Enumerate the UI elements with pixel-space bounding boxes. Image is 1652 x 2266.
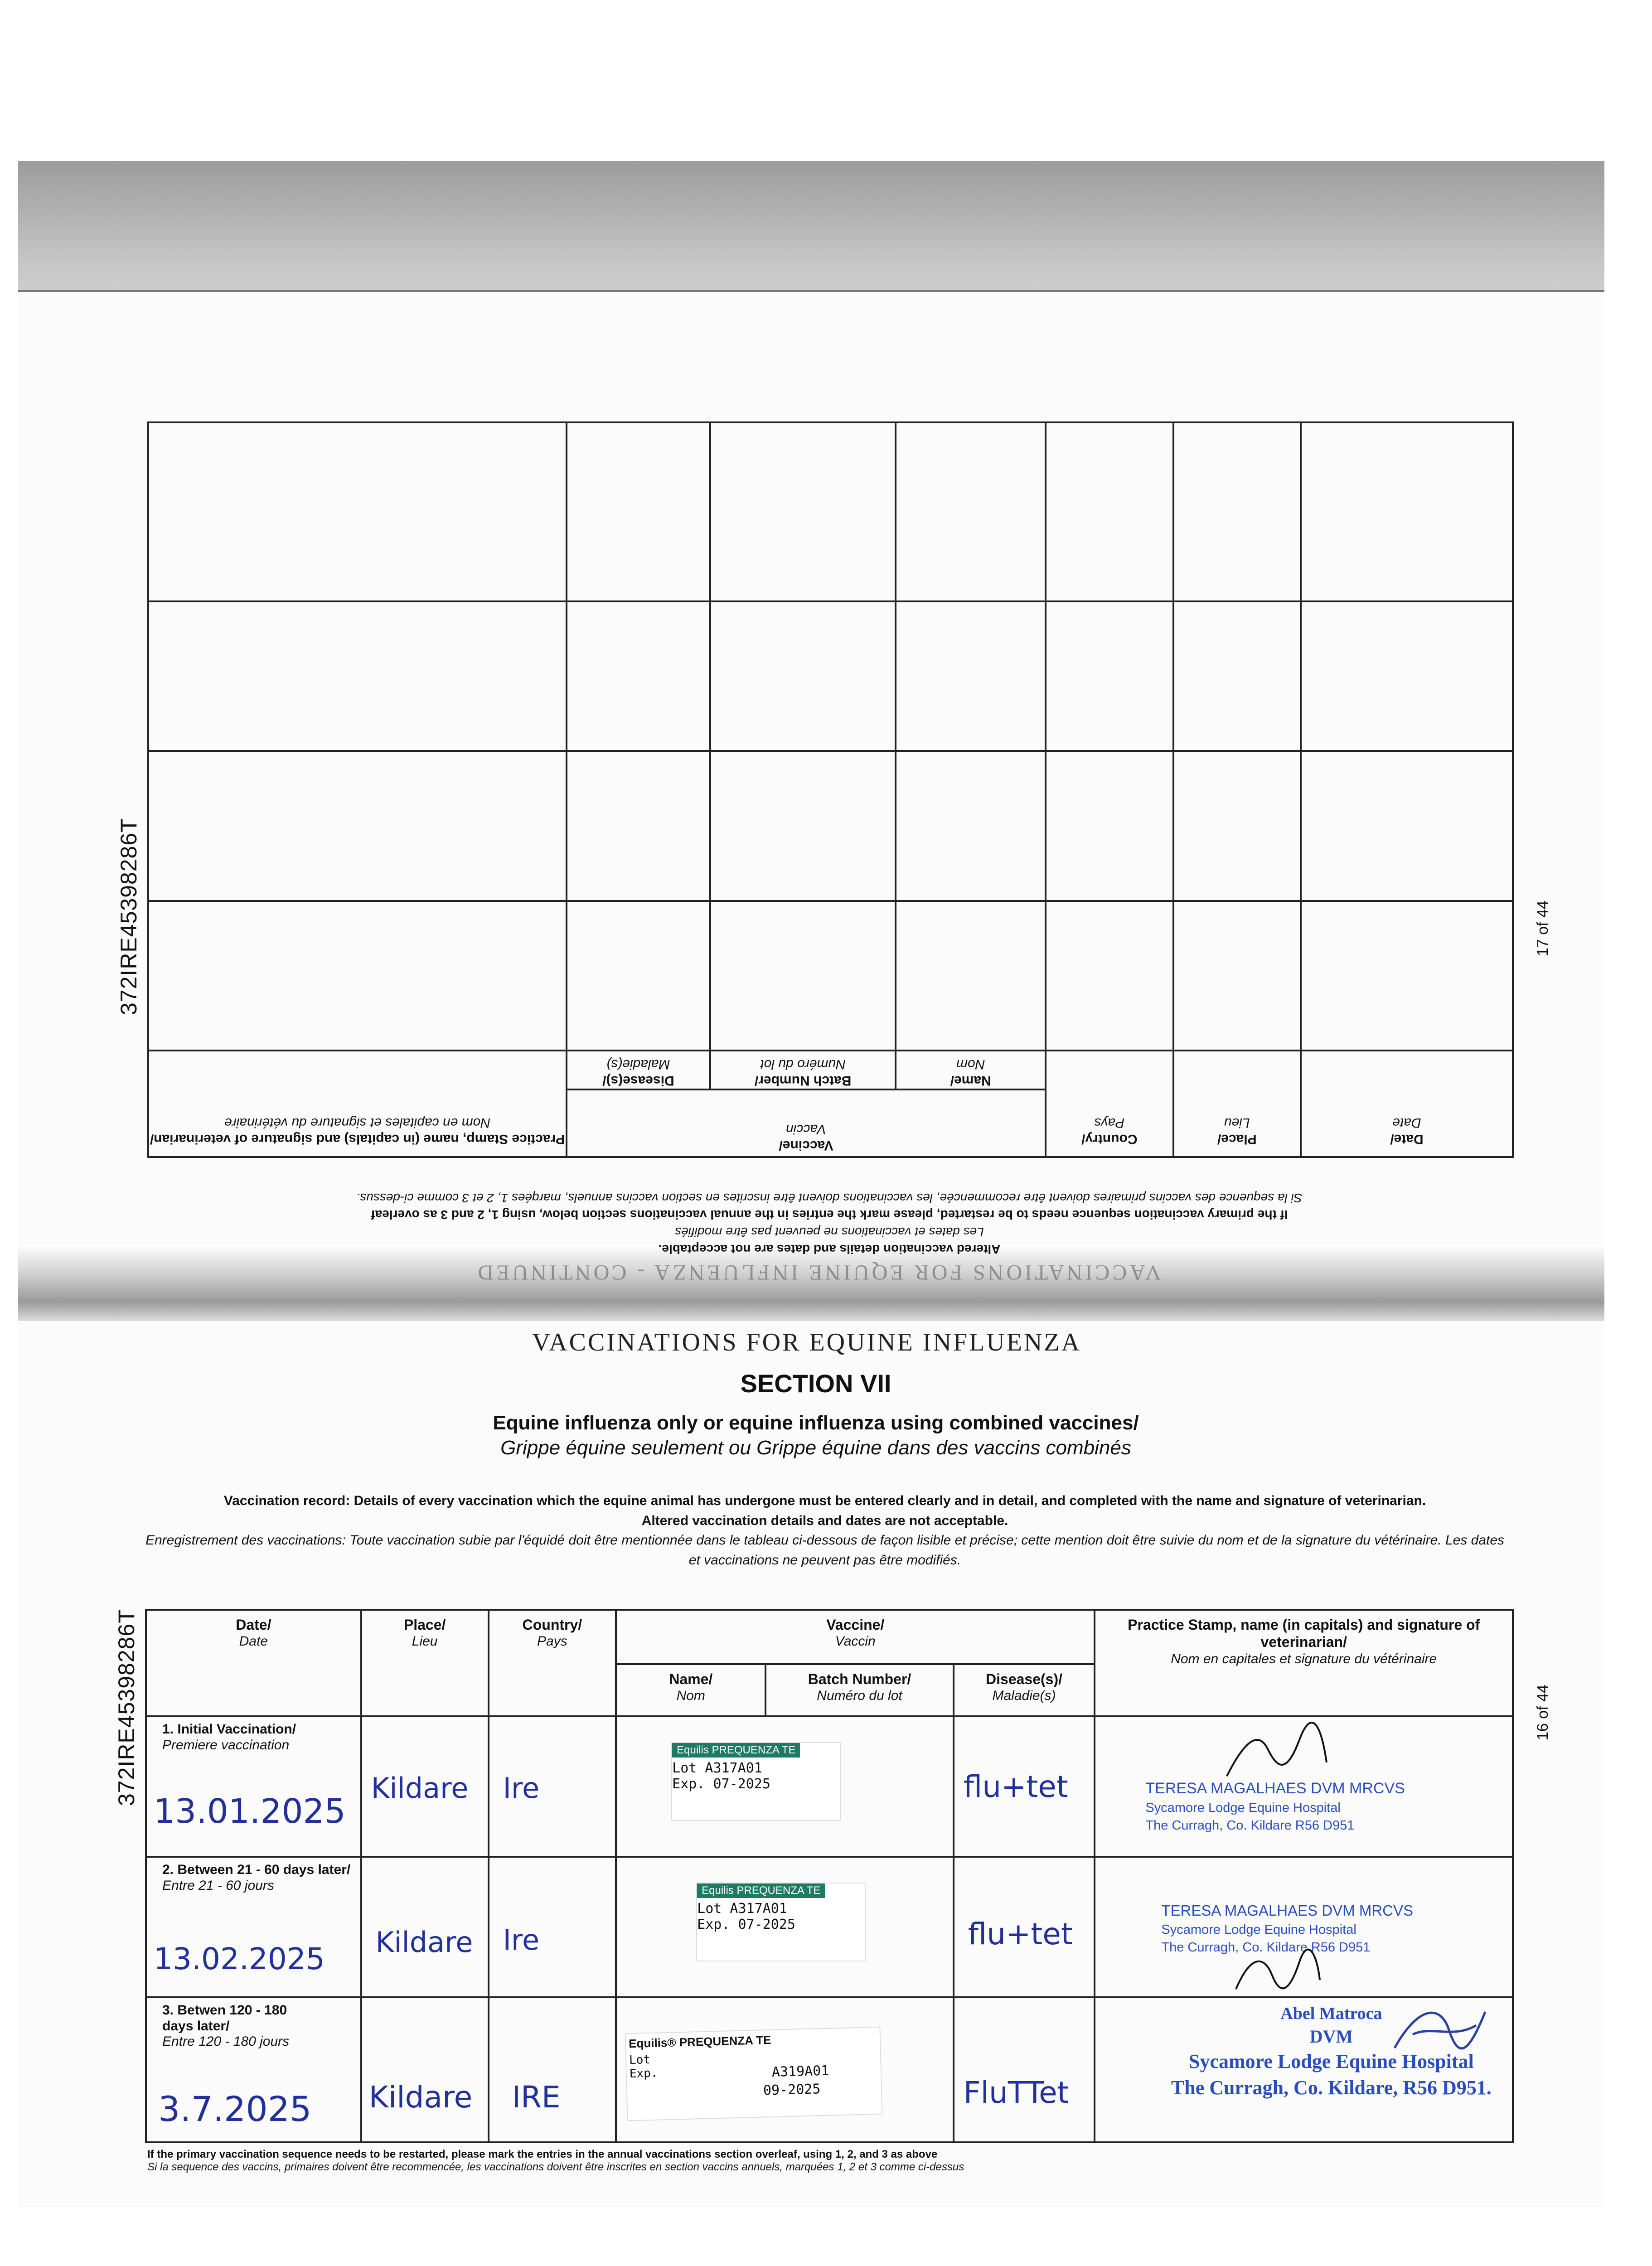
section-heading: SECTION VII xyxy=(740,1369,891,1398)
record-text-en-2: Altered vaccination details and dates are not acceptable. xyxy=(641,1513,1008,1528)
batch-sticker: Equilis® PREQUENZA TE Lot Exp. A319A01 09-2025 xyxy=(625,2027,883,2121)
signature-icon xyxy=(1386,1998,1494,2066)
batch-sticker: Equilis PREQUENZA TE Lot A317A01 Exp. 07-2025 xyxy=(696,1883,866,1961)
stamp-line: The Curragh, Co. Kildare R56 D951 xyxy=(1161,1940,1371,1955)
disease-value: flu+tet xyxy=(963,1769,1068,1804)
restart-note-en: If the primary vaccination sequence needs to be restarted, please mark the entries in the annual vaccinations section below, using 1, 2 and 3 as overleaf xyxy=(371,1208,1288,1222)
table-row xyxy=(148,751,1513,901)
top-notes xyxy=(172,1189,1487,1258)
upside-down-table-block xyxy=(147,421,1514,1267)
stamp-line: Sycamore Lodge Equine Hospital xyxy=(1161,1922,1356,1937)
row-label-en: 2. Between 21 - 60 days later/ xyxy=(162,1862,351,1877)
disease-value: FluTTet xyxy=(963,2075,1069,2110)
lot-value: A317A01 xyxy=(730,1901,787,1917)
stamp-line: DVM xyxy=(1309,2026,1353,2047)
batch-sticker-cell xyxy=(616,1716,954,1857)
table-row xyxy=(148,601,1513,751)
primary-vaccination-table: Date/ Date Place/ Lieu Country/ Pays Vaccine/ Vaccin Practice Stamp, name (in capitals) and signature of veterinarian/ Nom en capitales et signature du vétérinaire Name/ Nom Batch Number/ Numéro du lot Disease(s)/ Maladie(s) 1. Initial Vaccination/ Premiere vaccination 13.01.2025 Kildare Ire Equilis PREQUENZA TE Lot A317A01 Exp. 07-2025 flu+tet TERESA MAGALHAES DVM MRCVS Sycamore Lodge Equine Hospital The Curragh, Co. Kildare R56 D951 2. Between 21 - 60 days later/ Entre 21 - 60 jours 13.02.2025 Kildare Ire Equilis PREQUENZA TE Lot A317A01 Exp. 07-2025 flu+tet TERESA MAGALHAES DVM MRCVS Sycamore Lodge Equine Hospital The Curragh, Co. Kildare R56 D951 3. Betwen 120 - 180 days later/ Entre 120 - 180 jours 3.7.2025 Kildare IRE Equilis® PREQUENZA TE Lot Exp. A319A01 09-2025 FluTTet Abel Matroca DVM Sycamore Lodge Equine Hospital The Curragh, Co. Kildare, R56 D951. xyxy=(145,1609,1514,2143)
batch-sticker-cell xyxy=(616,1997,954,2142)
date-value: 3.7.2025 xyxy=(158,2089,312,2129)
stamp-line: TERESA MAGALHAES DVM MRCVS xyxy=(1145,1780,1405,1797)
lot-value: A317A01 xyxy=(705,1760,762,1776)
lot-value: A319A01 xyxy=(771,2063,829,2080)
stamp-line: The Curragh, Co. Kildare R56 D951 xyxy=(1145,1818,1355,1833)
batch-sticker-cell xyxy=(616,1857,954,1997)
subtitle-en: Equine influenza only or equine influenza using combined vaccines/ xyxy=(493,1412,1139,1434)
altered-note-en: Altered vaccination details and dates are not acceptable. xyxy=(658,1242,1001,1256)
row-label-en: 1. Initial Vaccination/ xyxy=(162,1722,296,1737)
record-text-en: Details of every vaccination which the equine animal has undergone must be entered clearly and in detail, and completed with the name and signature of veterinarian. xyxy=(354,1493,1426,1508)
record-text-fr: Toute vaccination subie par l'équidé doit être mentionnée dans le tableau ci-dessous de façon lisible et précise; cette mention doit être suivie du nom et de la signature du vétérinaire. Les dates et vaccinations ne peuvent pas être modifiés. xyxy=(349,1533,1505,1568)
vaccination-record-note xyxy=(145,1491,1505,1570)
table-row xyxy=(146,1997,1513,2142)
country-value: Ire xyxy=(503,1923,540,1956)
vet-stamp xyxy=(1095,1716,1513,1857)
row-label-fr: Entre 120 - 180 jours xyxy=(162,2034,290,2049)
stamp-line: Sycamore Lodge Equine Hospital xyxy=(1189,2050,1474,2073)
exp-value: 07-2025 xyxy=(713,1776,770,1792)
table-row xyxy=(148,422,1513,601)
exp-value: 07-2025 xyxy=(738,1917,795,1932)
table-row xyxy=(146,1716,1513,1857)
table-row xyxy=(148,901,1513,1051)
sticker-brand: Equilis PREQUENZA TE xyxy=(672,1743,800,1758)
table-row xyxy=(146,1857,1513,1997)
fold-running-title: VACCINATIONS FOR EQUINE INFLUENZA - CONTINUED xyxy=(475,1260,1161,1284)
passport-id-top: 372IRE45398286T xyxy=(116,818,141,1015)
page-number-bottom: 16 of 44 xyxy=(1534,1685,1551,1740)
stamp-line: TERESA MAGALHAES DVM MRCVS xyxy=(1161,1902,1413,1919)
page-number-top: 17 of 44 xyxy=(1534,901,1551,956)
footer-fr: Si la sequence des vaccins, primaires doivent être recommencée, les vaccinations doivent être inscrites en section vaccins annuels, marquées 1, 2 et 3 comme ci-dessus xyxy=(147,2161,964,2173)
row-label-en: 3. Betwen 120 - 180 days later/ xyxy=(162,2003,287,2034)
signature-icon xyxy=(1231,1948,1322,1994)
vet-stamp xyxy=(1095,1857,1513,1997)
country-value: Ire xyxy=(503,1772,540,1805)
stamp-line: Sycamore Lodge Equine Hospital xyxy=(1145,1800,1341,1815)
date-value: 13.02.2025 xyxy=(154,1942,325,1976)
disease-value: flu+tet xyxy=(968,1917,1073,1951)
row-label-fr: Premiere vaccination xyxy=(162,1737,290,1753)
restart-note-fr: Si la sequence des vaccins primaires doivent être recommencée, les vaccinations doivent être inscrites en section vaccins annuels, marqées 1, 2 et 3 comme ci-dessus. xyxy=(356,1191,1303,1205)
signature-icon xyxy=(1218,1722,1336,1785)
stamp-line: Abel Matroca xyxy=(1280,2004,1382,2023)
sticker-brand: Equilis® PREQUENZA TE xyxy=(628,2033,771,2051)
exp-value: 09-2025 xyxy=(763,2081,821,2099)
record-label-en: Vaccination record: xyxy=(223,1493,350,1508)
batch-sticker: Equilis PREQUENZA TE Lot A317A01 Exp. 07-2025 xyxy=(671,1742,841,1821)
sticker-brand: Equilis PREQUENZA TE xyxy=(697,1883,825,1898)
row-label-fr: Entre 21 - 60 jours xyxy=(162,1878,274,1893)
footer-note xyxy=(147,2148,1507,2174)
passport-id-bottom: 372IRE45398286T xyxy=(114,1609,139,1806)
stamp-line: The Curragh, Co. Kildare, R56 D951. xyxy=(1171,2076,1492,2099)
vet-stamp xyxy=(1095,1997,1513,2142)
place-value: Kildare xyxy=(368,2080,473,2115)
footer-en: If the primary vaccination sequence needs to be restarted, please mark the entries in the annual vaccinations section overleaf, using 1, 2, and 3 as above xyxy=(147,2148,938,2160)
subtitle-fr: Grippe équine seulement ou Grippe équine dans des vaccins combinés xyxy=(500,1437,1131,1459)
running-title: VACCINATIONS FOR EQUINE INFLUENZA xyxy=(532,1328,1082,1356)
annual-vaccination-table: Date/ Date Place/ Lieu Country/ Pays Vaccine/ Vaccin Practice Stamp, name (in capitals) and signature of veterinarian/ Nom en capitales et signature du vétérinaire Name/ Nom Batch Number/ Numéro du lot Disease(s)/ Maladie(s) xyxy=(147,421,1514,1158)
altered-note-fr: Les dates et vaccinations ne peuvent pas être modifiés xyxy=(675,1225,984,1240)
place-value: Kildare xyxy=(375,1926,473,1959)
record-label-fr: Enregistrement des vaccinations: xyxy=(145,1533,346,1548)
date-value: 13.01.2025 xyxy=(154,1792,346,1831)
place-value: Kildare xyxy=(371,1772,469,1805)
country-value: IRE xyxy=(512,2080,561,2115)
